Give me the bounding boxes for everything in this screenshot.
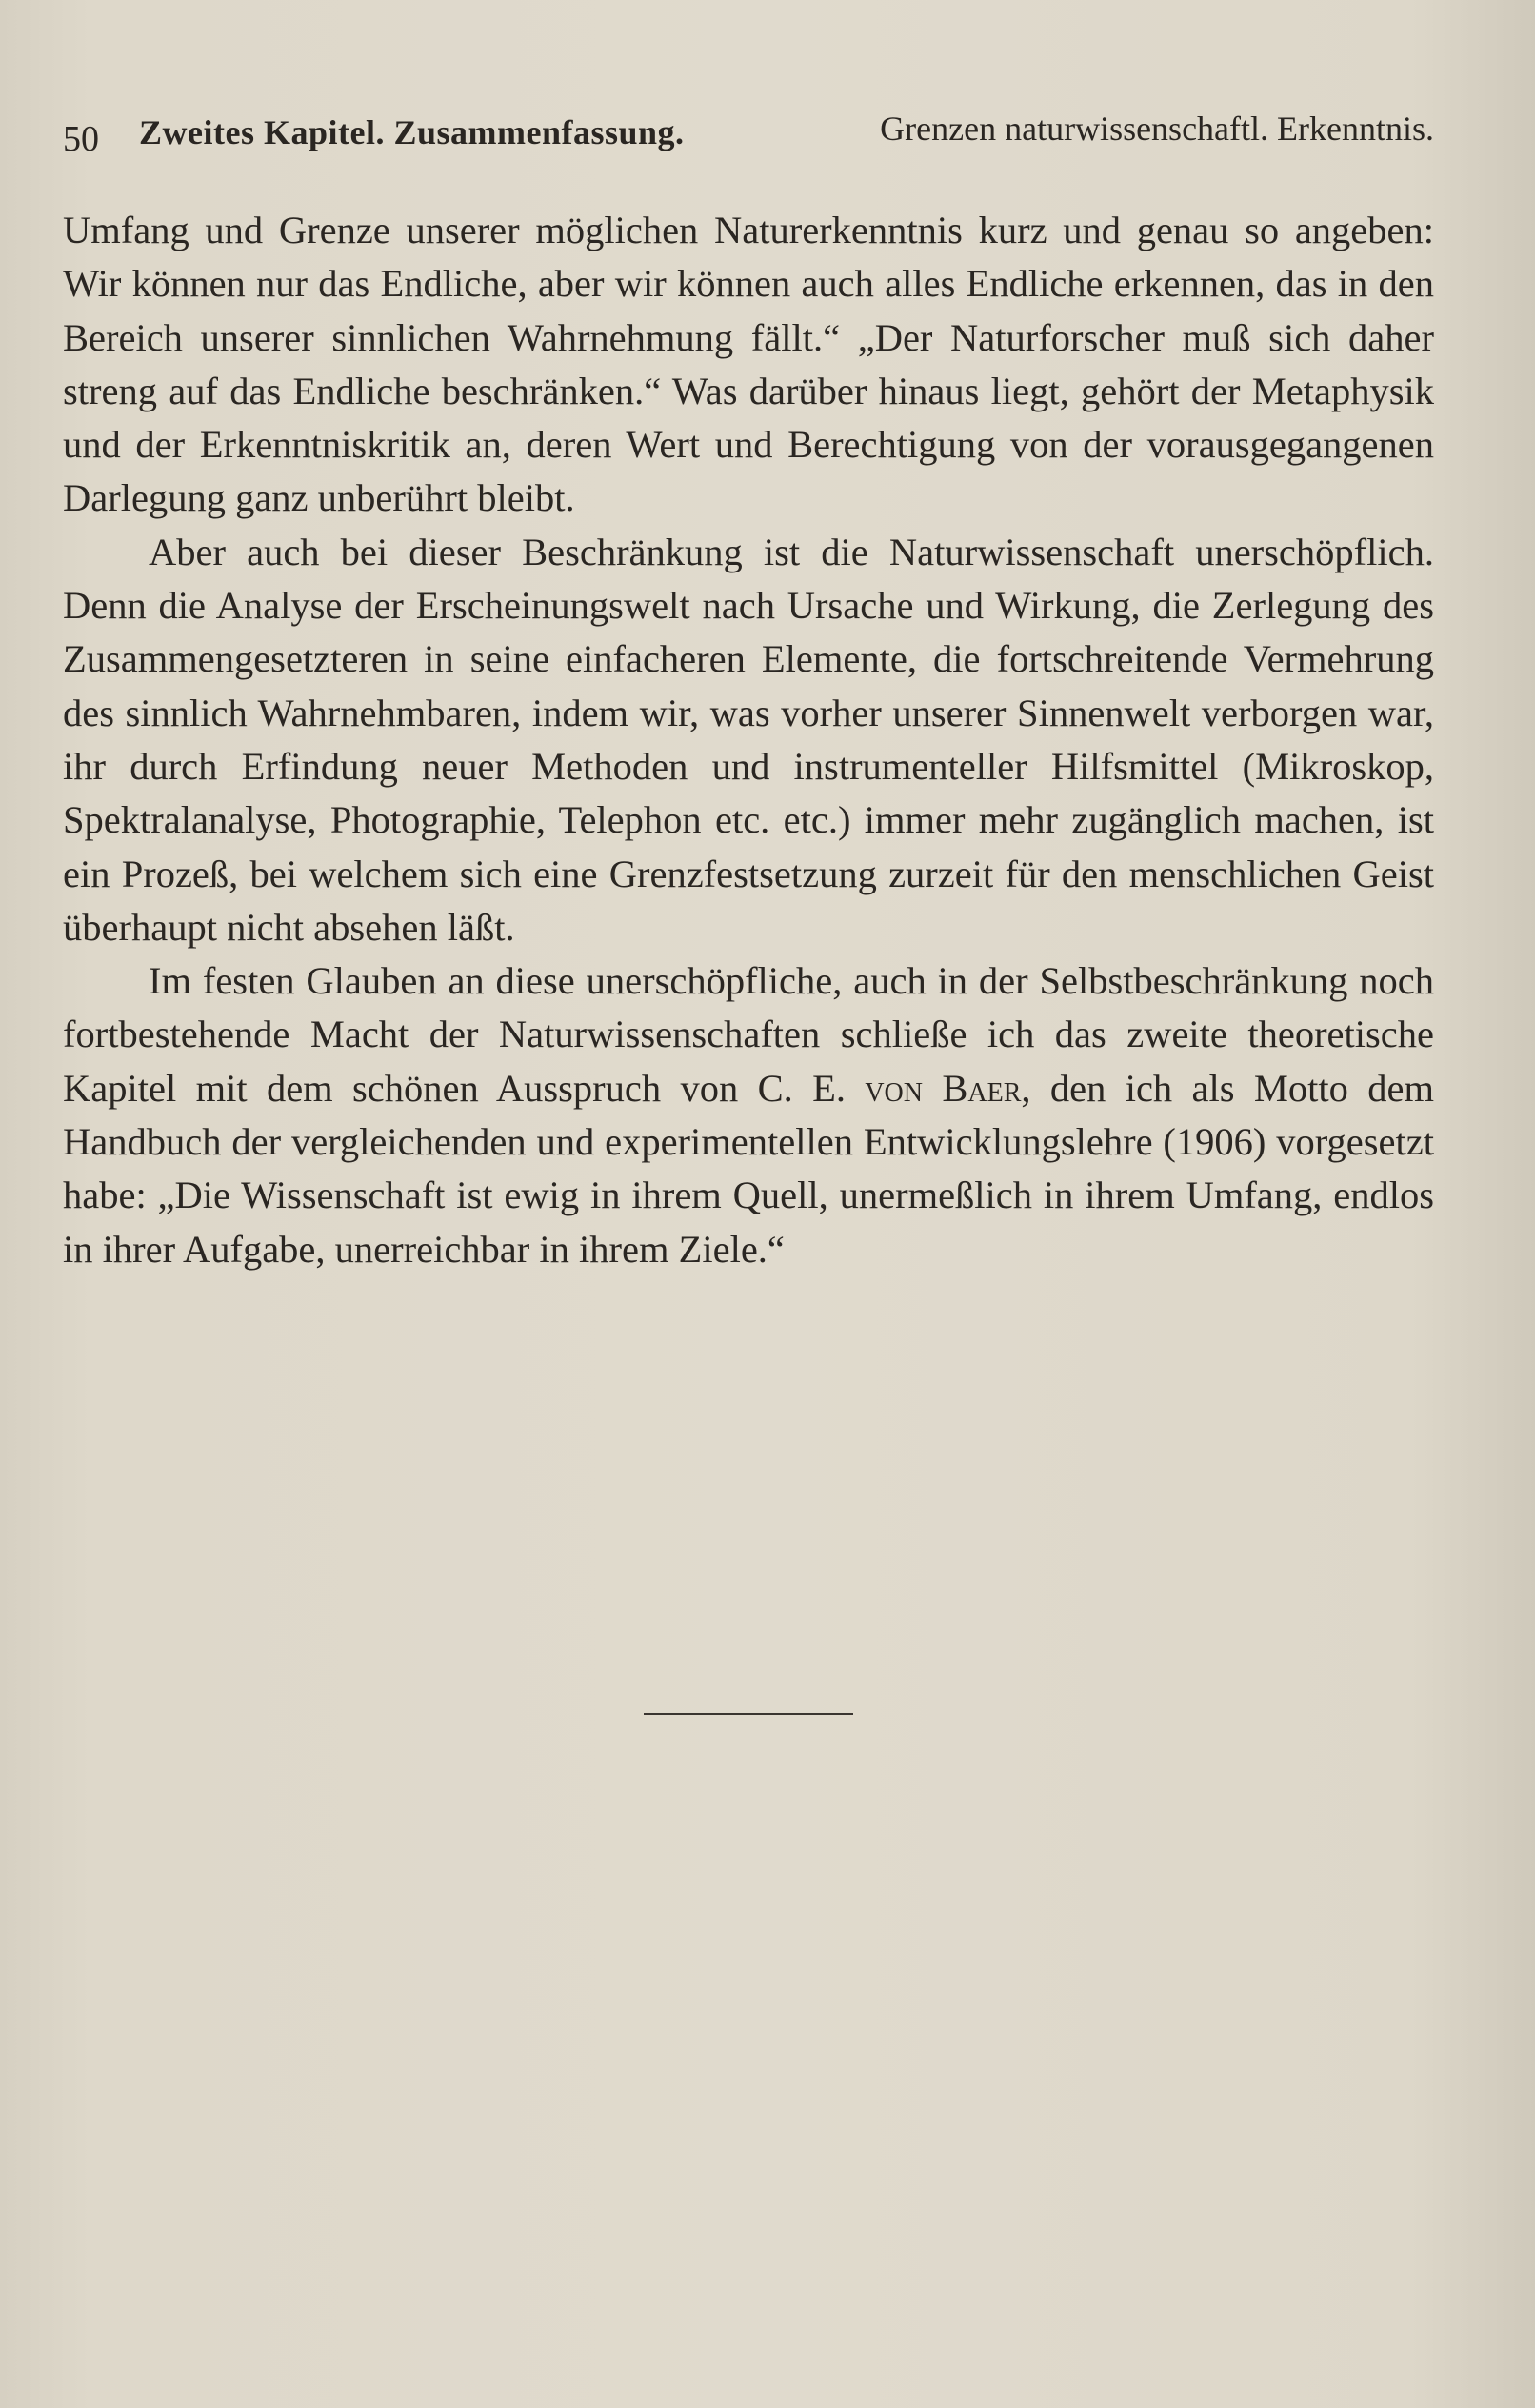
chapter-title: Zweites Kapitel. Zusammenfassung.	[139, 113, 685, 151]
page-number: 50	[63, 119, 99, 159]
section-end-rule	[644, 1713, 853, 1715]
paragraph-3	[63, 954, 1434, 1276]
author-name: von Baer	[865, 1066, 1022, 1110]
body-text	[63, 204, 1434, 1276]
paragraph-1: Umfang und Grenze unserer möglichen Naturerkenntnis kurz und genau so angeben: Wir können nur das Endliche, aber wir können auch alles Endliche erkennen, das in den Bereich unserer sinnlichen Wahrnehmung fällt.“ „Der Naturforscher muß sich daher streng auf das Endliche beschränken.“ Was darüber hinaus liegt, gehört der Metaphysik und der Erkenntniskritik an, deren Wert und Berechtigung von der vorausgegangenen Darlegung ganz unberührt bleibt.	[63, 209, 1434, 520]
paragraph-3-text-before: Im festen Glauben an diese unerschöpfliche, auch in der Selbstbeschränkung noch fortbestehende Macht der Naturwissenschaften schließe ich das zweite theoretische Kapitel mit dem schönen Ausspruch von C. E.	[63, 959, 1434, 1110]
paragraph-2: Aber auch bei dieser Beschränkung ist die Naturwissenschaft unerschöpflich. Denn die Analyse der Erscheinungswelt nach Ursache und Wirkung, die Zerlegung des Zusammengesetzteren in seine einfacheren Elemente, die fortschreitende Vermehrung des sinnlich Wahrnehmbaren, indem wir, was vorher unserer Sinnenwelt verborgen war, ihr durch Erfindung neuer Methoden und instrumenteller Hilfsmittel (Mikroskop, Spektralanalyse, Photographie, Telephon etc. etc.) immer mehr zugänglich machen, ist ein Prozeß, bei welchem sich eine Grenzfestsetzung zurzeit für den menschlichen Geist überhaupt nicht absehen läßt.	[63, 530, 1434, 949]
section-title: Grenzen naturwissenschaftl. Erkenntnis.	[880, 110, 1434, 148]
paragraph-3-text-after: , den ich als Motto dem Handbuch der vergleichenden und experimentellen Entwicklungslehre (1906) vorgesetzt habe: „Die Wissenschaft ist ewig in ihrem Quell, unermeßlich in ihrem Umfang, endlos in ihrer Aufgabe, unerreichbar in ihrem Ziele.“	[63, 1066, 1435, 1271]
running-header	[63, 105, 1434, 162]
